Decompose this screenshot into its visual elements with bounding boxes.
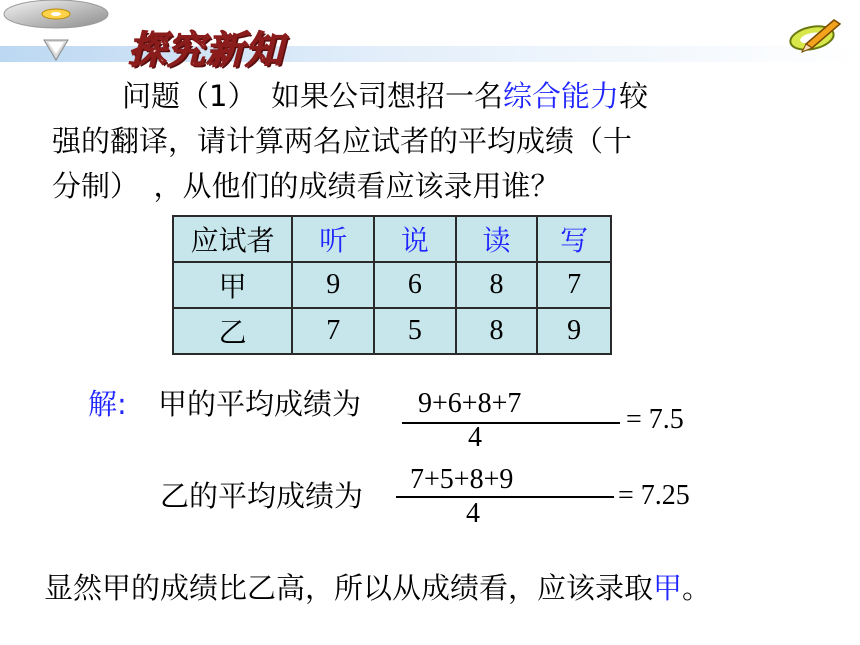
table-header-speaking: 说 bbox=[374, 216, 456, 262]
yi-fraction-line bbox=[396, 496, 614, 498]
table-header-writing: 写 bbox=[537, 216, 611, 262]
yi-result: = 7.25 bbox=[618, 480, 690, 511]
cd-icon bbox=[0, 0, 112, 72]
page-title: 探究新知 bbox=[128, 28, 285, 72]
score-cell: 9 bbox=[292, 262, 374, 308]
conclusion: 显然甲的成绩比乙高，所以从成绩看，应该录取甲。 bbox=[44, 571, 712, 605]
score-cell: 8 bbox=[456, 308, 538, 354]
score-cell: 9 bbox=[537, 308, 611, 354]
jia-numerator: 9+6+8+7 bbox=[418, 388, 522, 419]
problem-statement bbox=[52, 74, 752, 209]
jia-denominator: 4 bbox=[468, 422, 482, 453]
table-row bbox=[173, 262, 611, 308]
problem-line-3: 分制） ，从他们的成绩看应该录用谁？ bbox=[52, 169, 560, 203]
score-cell: 8 bbox=[456, 262, 538, 308]
problem-line-1: 问题（1） 如果公司想招一名综合能力较 bbox=[122, 79, 648, 113]
yi-numerator: 7+5+8+9 bbox=[410, 464, 514, 495]
score-cell: 6 bbox=[374, 262, 456, 308]
score-cell: 7 bbox=[537, 262, 611, 308]
table-header-row bbox=[173, 216, 611, 262]
jia-result: = 7.5 bbox=[626, 404, 684, 435]
table-row bbox=[173, 308, 611, 354]
pencil-icon bbox=[786, 14, 842, 58]
highlight-comprehensive-ability: 综合能力 bbox=[502, 79, 619, 113]
jia-average-text: 甲的平均成绩为 bbox=[158, 387, 362, 421]
table-header-listening: 听 bbox=[292, 216, 374, 262]
applicant-name: 乙 bbox=[173, 308, 292, 354]
applicant-name: 甲 bbox=[173, 262, 292, 308]
table-header-reading: 读 bbox=[456, 216, 538, 262]
solution-label: 解: bbox=[88, 387, 127, 421]
jia-fraction-line bbox=[402, 422, 620, 424]
highlight-jia: 甲 bbox=[653, 571, 683, 605]
yi-denominator: 4 bbox=[466, 498, 480, 529]
problem-line-2: 强的翻译，请计算两名应试者的平均成绩（十 bbox=[52, 124, 633, 158]
score-cell: 7 bbox=[292, 308, 374, 354]
score-table bbox=[172, 215, 612, 355]
table-header-applicant: 应试者 bbox=[173, 216, 292, 262]
yi-average-text: 乙的平均成绩为 bbox=[160, 479, 364, 513]
score-cell: 5 bbox=[374, 308, 456, 354]
